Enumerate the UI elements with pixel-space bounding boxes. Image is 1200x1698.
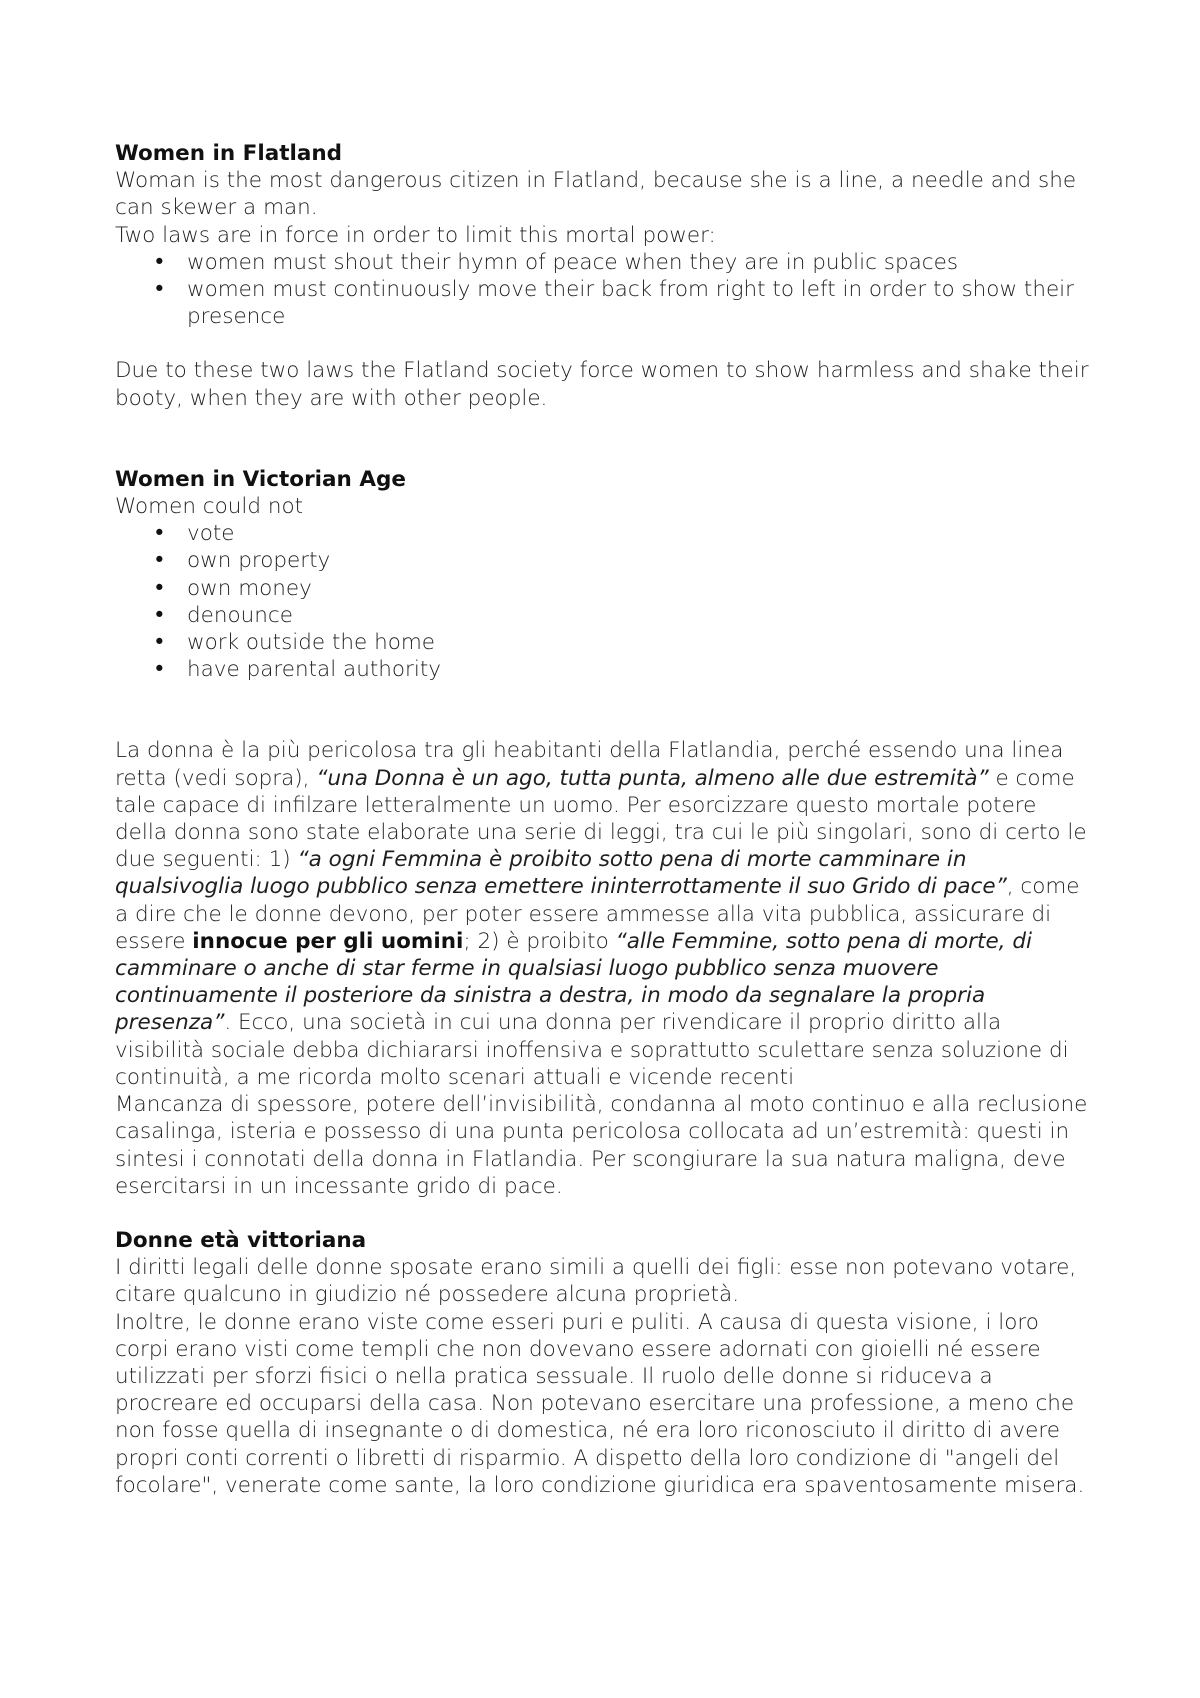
- flatland-conclusion: Due to these two laws the Flatland society force women to show harmless and shake their booty, when they are with other people.: [115, 358, 1089, 411]
- italian-victorian-paragraph-1: I diritti legali delle donne sposate erano simili a quelli dei figli: esse non potevano votare, citare qualcuno in giudizio né possedere alcuna proprietà.: [115, 1255, 1077, 1308]
- text-span: , come a dire che le donne devono, per poter essere ammesse alla vita pubblica, assicurare di essere: [115, 874, 1080, 954]
- section-women-in-victorian-age: [115, 466, 1090, 684]
- heading-donne-eta-vittoriana: Donne età vittoriana: [115, 1227, 367, 1253]
- italian-flatland-paragraph-1: [115, 737, 1090, 1091]
- section-donne-eta-vittoriana: [115, 1227, 1090, 1499]
- list-item: • vote: [115, 520, 1090, 547]
- quote-span: “alle Femmine, sotto pena di morte, di camminare o anche di star ferme in qualsiasi luogo pubblico senza muovere continuamente il posteriore da sinistra a destra, in modo da segnalare la propria presenza”: [115, 928, 1032, 1036]
- text-span: . Ecco, una società in cui una donna per rivendicare il proprio diritto alla visibilità sociale debba dichiararsi inoffensiva e soprattutto sculettare senza soluzione di continuità, a me ricorda molto scenari attuali e vicende recenti: [115, 1010, 1069, 1090]
- quote-span: “una Donna è un ago, tutta punta, almeno alle due estremità”: [316, 765, 989, 791]
- heading-women-in-flatland: Women in Flatland: [115, 141, 343, 166]
- bold-span: innocue per gli uomini: [192, 928, 464, 954]
- victorian-list: [115, 520, 1090, 683]
- flatland-laws-list: [115, 249, 1090, 331]
- flatland-intro: Woman is the most dangerous citizen in Flatland, because she is a line, a needle and she can skewer a man.: [115, 168, 1077, 221]
- flatland-laws-intro: Two laws are in force in order to limit this mortal power:: [115, 222, 716, 248]
- quote-span: “a ogni Femmina è proibito sotto pena di morte camminare in qualsivoglia luogo pubblico senza emettere ininterrottamente il suo Grido di pace”: [115, 847, 1007, 900]
- section-italian-flatland: [115, 737, 1090, 1199]
- list-item: • women must shout their hymn of peace when they are in public spaces: [115, 249, 1090, 276]
- section-women-in-flatland: [115, 140, 1090, 412]
- list-item: • have parental authority: [115, 656, 1090, 683]
- document-page: [115, 140, 1090, 1499]
- text-span: e come tale capace di infilzare letteralmente un uomo. Per esorcizzare questo mortale potere della donna sono state elaborate una serie di leggi, tra cui le più singolari, sono di certo le due seguenti: 1): [115, 765, 1087, 873]
- text-span: ; 2) è proibito: [463, 928, 616, 954]
- list-item: • own money: [115, 575, 1090, 602]
- italian-flatland-paragraph-2: Mancanza di spessore, potere dell’invisibilità, condanna al moto continuo e alla reclusione casalinga, isteria e possesso di una punta pericolosa collocata ad un’estremità: questi in sintesi i connotati della donna in Flatlandia. Per scongiurare la sua natura maligna, deve esercitarsi in un incessante grido di pace.: [115, 1092, 1088, 1199]
- list-item: • work outside the home: [115, 629, 1090, 656]
- text-span: La donna è la più pericolosa tra gli heabitanti della Flatlandia, perché essendo una linea retta (vedi sopra),: [115, 738, 1064, 791]
- victorian-intro: Women could not: [115, 494, 304, 520]
- list-item: • own property: [115, 547, 1090, 574]
- list-item: • denounce: [115, 602, 1090, 629]
- list-item: • women must continuously move their back from right to left in order to show their presence: [115, 276, 1090, 330]
- italian-victorian-paragraph-2: Inoltre, le donne erano viste come esseri puri e puliti. A causa di questa visione, i loro corpi erano visti come templi che non dovevano essere adornati con gioielli né essere utilizzati per sforzi fisici o nella pratica sessuale. Il ruolo delle donne si riduceva a procreare ed occuparsi della casa. Non potevano esercitare una professione, a meno che non fosse quella di insegnante o di domestica, né era loro riconosciuto il diritto di avere propri conti correnti o libretti di risparmio. A dispetto della loro condizione di "angeli del focolare", venerate come sante, la loro condizione giuridica era spaventosamente misera.: [115, 1309, 1085, 1498]
- heading-women-in-victorian-age: Women in Victorian Age: [115, 466, 406, 492]
